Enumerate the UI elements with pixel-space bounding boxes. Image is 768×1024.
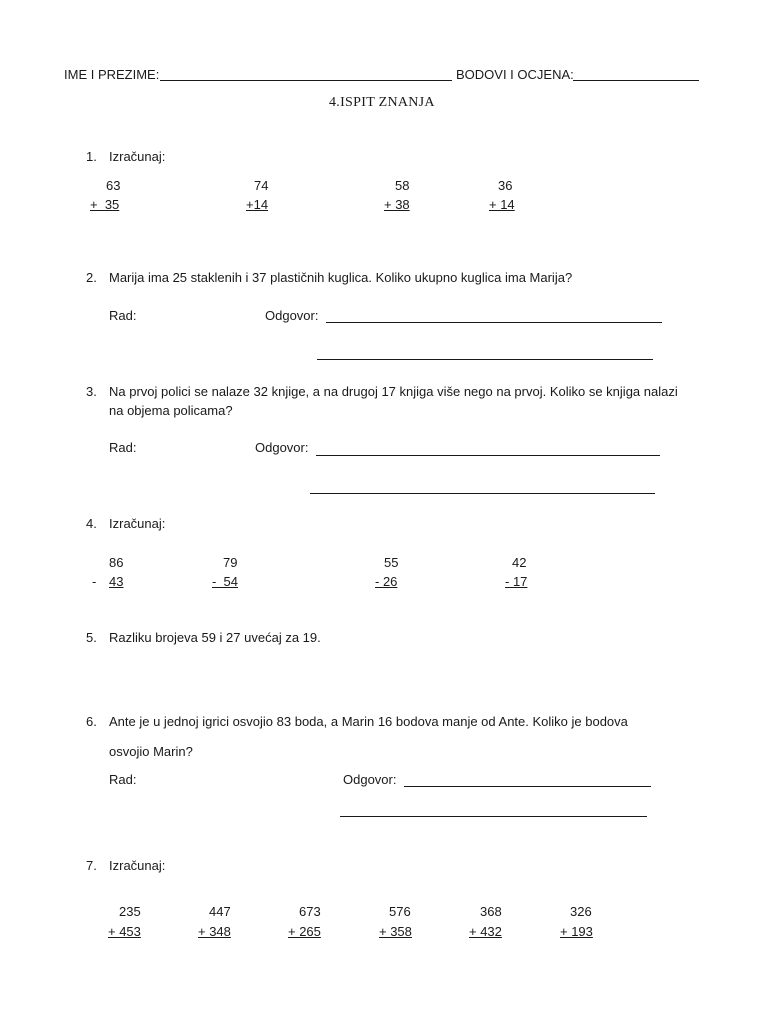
- q4-number: 4.: [86, 516, 97, 531]
- q7-p4-top: 576: [389, 904, 411, 919]
- exam-title: 4.ISPIT ZNANJA: [329, 95, 435, 110]
- q6-answer-line-2[interactable]: [340, 816, 647, 817]
- q4-p1-bottom: 43: [109, 574, 124, 589]
- q7-number: 7.: [86, 858, 97, 873]
- q3-answer-label: Odgovor:: [255, 440, 309, 455]
- q1-p1-bottom: + 35: [90, 197, 120, 212]
- q7-p3-bottom: + 265: [288, 924, 321, 939]
- q7-p5-bottom: + 432: [469, 924, 502, 939]
- q1-p3-top: 58: [395, 178, 410, 193]
- q3-text-line-2: na objema policama?: [109, 403, 233, 418]
- q6-answer-label: Odgovor:: [343, 772, 397, 787]
- q7-p3-top: 673: [299, 904, 321, 919]
- q1-p4-top: 36: [498, 178, 513, 193]
- q6-rad-label: Rad:: [109, 772, 137, 787]
- q1-p4-bottom: + 14: [489, 197, 515, 212]
- q6-number: 6.: [86, 714, 97, 729]
- q3-answer-line-2[interactable]: [310, 493, 655, 494]
- q2-text: Marija ima 25 staklenih i 37 plastičnih kuglica. Koliko ukupno kuglica ima Marija?: [109, 270, 573, 285]
- q7-text: Izračunaj:: [109, 858, 166, 873]
- q4-p2-top: 79: [223, 555, 238, 570]
- q6-text-line-1: Ante je u jednoj igrici osvojio 83 boda, a Marin 16 bodova manje od Ante. Koliko je bodova: [109, 714, 628, 729]
- q1-p1-top: 63: [106, 178, 121, 193]
- q5-number: 5.: [86, 630, 97, 645]
- q4-p1-top: 86: [109, 555, 124, 570]
- q4-p3-top: 55: [384, 555, 399, 570]
- q4-p4-top: 42: [512, 555, 527, 570]
- q7-p4-bottom: + 358: [379, 924, 412, 939]
- q4-text: Izračunaj:: [109, 516, 166, 531]
- q1-text: Izračunaj:: [109, 149, 166, 164]
- q1-p3-bottom: + 38: [384, 197, 410, 212]
- q5-text: Razliku brojeva 59 i 27 uvećaj za 19.: [109, 630, 321, 645]
- name-blank[interactable]: [160, 80, 452, 81]
- q3-number: 3.: [86, 384, 97, 399]
- q7-p6-bottom: + 193: [560, 924, 593, 939]
- q6-answer-line-1[interactable]: [404, 786, 651, 787]
- q3-rad-label: Rad:: [109, 440, 137, 455]
- name-label: IME I PREZIME:: [64, 67, 160, 82]
- q2-answer-label: Odgovor:: [265, 308, 319, 323]
- score-blank[interactable]: [573, 80, 699, 81]
- q2-rad-label: Rad:: [109, 308, 137, 323]
- q2-answer-line-1[interactable]: [326, 322, 662, 323]
- q7-p5-top: 368: [480, 904, 502, 919]
- q1-p2-top: 74: [254, 178, 269, 193]
- q2-number: 2.: [86, 270, 97, 285]
- q3-text-line-1: Na prvoj polici se nalaze 32 knjige, a na drugoj 17 knjiga više nego na prvoj. Koliko se knjiga nalazi: [109, 384, 678, 399]
- q4-p1-sign: -: [92, 574, 97, 589]
- q4-p2-bottom: - 54: [212, 574, 239, 589]
- q4-p4-bottom: - 17: [505, 574, 528, 589]
- q2-answer-line-2[interactable]: [317, 359, 653, 360]
- q1-number: 1.: [86, 149, 97, 164]
- score-label: BODOVI I OCJENA:: [456, 67, 574, 82]
- q7-p1-top: 235: [119, 904, 141, 919]
- q7-p6-top: 326: [570, 904, 592, 919]
- q4-p3-bottom: - 26: [375, 574, 398, 589]
- q3-answer-line-1[interactable]: [316, 455, 660, 456]
- q1-p2-bottom: +14: [246, 197, 269, 212]
- q7-p1-bottom: + 453: [108, 924, 141, 939]
- q7-p2-top: 447: [209, 904, 231, 919]
- q7-p2-bottom: + 348: [198, 924, 231, 939]
- q6-text-line-2: osvojio Marin?: [109, 744, 193, 759]
